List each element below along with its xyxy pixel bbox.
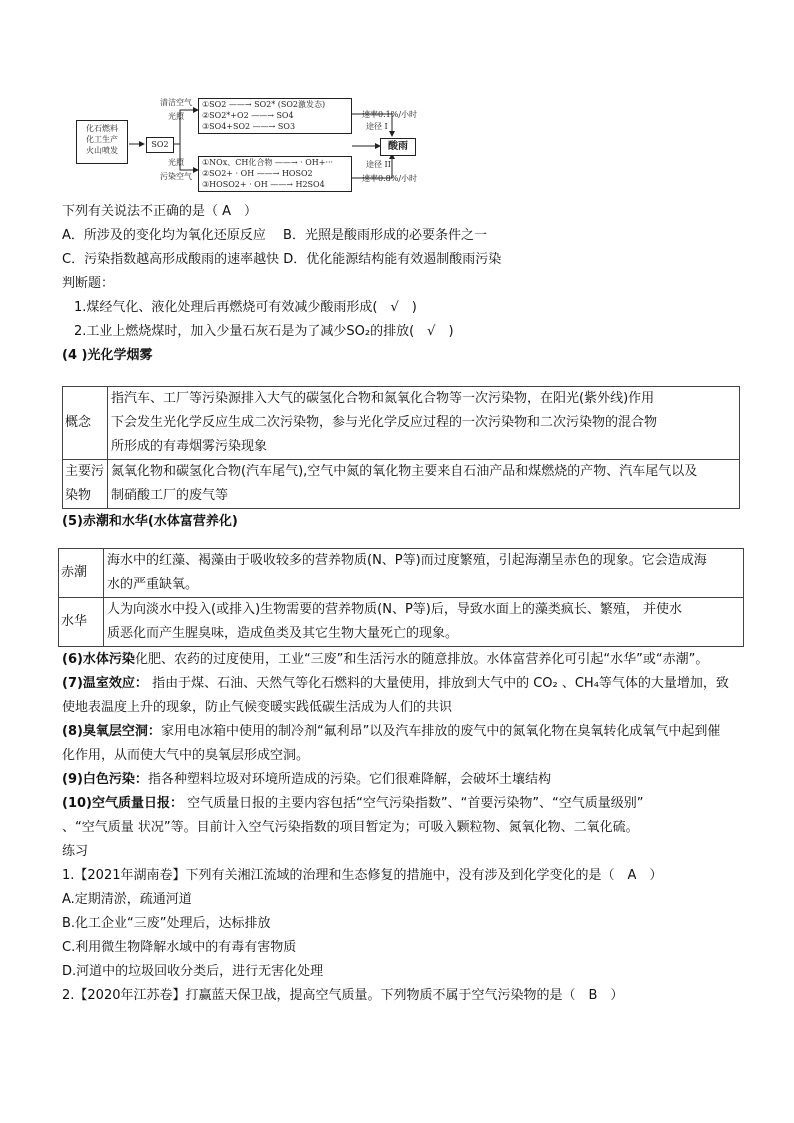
- question-stem: 下列有关说法不正确的是（ A ）: [62, 204, 258, 219]
- q2-stem: 2.【2020年江苏卷】打赢蓝天保卫战，提高空气质量。下列物质不属于空气污染物的是（ B ）: [62, 988, 624, 1003]
- red-tide-head: 赤潮: [59, 549, 104, 598]
- algal-bloom-head: 水华: [59, 598, 104, 647]
- path2-name: 途径 II: [366, 160, 391, 169]
- eutrophication-table: [58, 548, 744, 647]
- judge-title: 判断题：: [62, 276, 115, 291]
- polluted-reaction-1: ①NOx、CH化合物 ——→ · OH+···: [202, 158, 334, 167]
- item-8: [62, 722, 720, 742]
- source-box: [76, 120, 128, 164]
- path1-name: 途径 I: [366, 122, 388, 131]
- q1-option-c: C.利用微生物降解水域中的有毒有害物质: [62, 940, 297, 955]
- acid-rain-box: [380, 138, 416, 156]
- source-label-3: 火山喷发: [86, 146, 118, 155]
- item-10: [62, 794, 644, 814]
- item-6-title: (6)水体污染: [62, 652, 135, 667]
- question-options-cd: C．污染指数越高形成酸雨的速率越快 D．优化能源结构能有效遏制酸雨污染: [62, 252, 502, 267]
- lower-branch-label-2: 污染空气: [160, 172, 192, 181]
- acid-rain-label: 酸雨: [388, 141, 408, 152]
- judge-item-2: 2.工业上燃烧煤时，加入少量石灰石是为了减少SO₂的排放( √ ): [74, 324, 454, 339]
- judge-item-1: 1.煤经气化、液化处理后再燃烧可有效减少酸雨形成( √ ): [74, 300, 417, 315]
- source-label-1: 化石燃料: [86, 124, 118, 133]
- smog-concept-cell: [108, 387, 740, 460]
- section-5-title: (5)赤潮和水华(水体富营养化): [62, 514, 238, 529]
- lower-branch-label-1: 光照: [168, 158, 184, 167]
- section-4-title: (4 )光化学烟雾: [62, 348, 153, 363]
- red-tide-line-1: 海水中的红藻、褐藻由于吸收较多的营养物质(N、P等)而过度繁殖，引起海潮呈赤色的现象。它会造成海: [107, 553, 707, 568]
- clean-air-reactions-box: [198, 98, 352, 134]
- smog-concept-row: [63, 387, 740, 460]
- item-8-text: 家用电冰箱中使用的制冷剂“氟利昂”以及汽车排放的废气中的氮氧化物在臭氧转化成氧气中起到催: [160, 724, 721, 739]
- algal-bloom-cell: [104, 598, 744, 647]
- item-10-cont: 、“空气质量 状况”等。目前计入空气污染指数的项目暂定为；可吸入颗粒物、氮氧化物、二氧化硫。: [62, 820, 639, 835]
- polluted-air-reactions-box: [198, 156, 352, 192]
- so2-label: SO2: [151, 140, 169, 149]
- algal-bloom-line-1: 人为向淡水中投入(或排入)生物需要的营养物质(N、P等)后，导致水面上的藻类疯长、繁殖， 并使水: [107, 602, 682, 617]
- smog-pollutant-cell: [108, 460, 740, 509]
- smog-concept-head: 概念: [63, 387, 108, 460]
- item-6: [62, 650, 708, 670]
- polluted-reaction-3: ③HOSO2+ · OH ——→ H2SO4: [202, 180, 325, 189]
- q1-option-b: B.化工企业“三废”处理后，达标排放: [62, 916, 271, 931]
- item-9-text: 指各种塑料垃圾对环境所造成的污染。它们很难降解，会破坏土壤结构: [147, 772, 551, 787]
- smog-table: [62, 386, 740, 509]
- clean-reaction-2: ②SO2*+O2 ——→ SO4: [202, 111, 294, 120]
- item-7-title: (7)温室效应：: [62, 676, 148, 691]
- item-8-title: (8)臭氧层空洞：: [62, 724, 161, 739]
- smog-pollutant-line-1: 氮氧化物和碳氢化合物(汽车尾气),空气中氮的氧化物主要来自石油产品和煤燃烧的产物、汽车尾气以及: [111, 464, 698, 479]
- red-tide-line-2: 水的严重缺氧。: [107, 577, 199, 592]
- red-tide-row: [59, 549, 744, 598]
- smog-pollutant-row: [63, 460, 740, 509]
- item-10-title: (10)空气质量日报：: [62, 796, 183, 811]
- source-label-2: 化工生产: [86, 135, 118, 144]
- item-7: [62, 674, 729, 694]
- question-options-ab: A．所涉及的变化均为氧化还原反应 B．光照是酸雨形成的必要条件之一: [62, 228, 487, 243]
- smog-pollutant-head: 主要污染物: [63, 460, 108, 509]
- q1-option-a: A.定期清淤，疏通河道: [62, 892, 192, 907]
- upper-branch-label-1: 清洁空气: [160, 98, 192, 107]
- item-10-text: 空气质量日报的主要内容包括“空气污染指数”、“首要污染物”、“空气质量级别”: [182, 796, 644, 811]
- item-8-cont: 化作用，从而使大气中的臭氧层形成空洞。: [62, 748, 310, 763]
- clean-reaction-1: ①SO2 ——→ SO2* (SO2激发态): [202, 100, 326, 109]
- item-7-text: 指由于煤、石油、天然气等化石燃料的大量使用，排放到大气中的 CO₂ 、CH₄等气体的大量增加，致: [147, 676, 729, 691]
- upper-branch-label-2: 光照: [168, 112, 184, 121]
- red-tide-cell: [104, 549, 744, 598]
- item-7-cont: 使地表温度上升的现象，防止气候变暖实践低碳生活成为人们的共识: [62, 700, 453, 715]
- practice-title: 练习: [62, 844, 89, 859]
- q1-stem: 1.【2021年湖南卷】下列有关湘江流域的治理和生态修复的措施中，没有涉及到化学变化的是（ A ）: [62, 868, 663, 883]
- path2-rate: 速率0.8%/小时: [362, 174, 418, 183]
- item-6-text: 化肥、农药的过度使用，工业“三废”和生活污水的随意排放。水体富营养化可引起“水华”或“赤潮”。: [134, 652, 709, 667]
- polluted-reaction-2: ②SO2+ · OH ——→ HOSO2: [202, 169, 313, 178]
- acid-rain-diagram: [76, 96, 420, 194]
- q1-option-d: D.河道中的垃圾回收分类后，进行无害化处理: [62, 964, 324, 979]
- item-9: [62, 770, 551, 790]
- smog-concept-line-1: 指汽车、工厂等污染源排入大气的碳氢化合物和氮氧化合物等一次污染物，在阳光(紫外线)作用: [111, 391, 655, 406]
- smog-concept-line-3: 所形成的有毒烟雾污染现象: [111, 439, 268, 454]
- clean-reaction-3: ③SO4+SO2 ——→ SO3: [202, 122, 296, 131]
- smog-pollutant-line-2: 制硝酸工厂的废气等: [111, 488, 229, 503]
- algal-bloom-line-2: 质恶化而产生腥臭味，造成鱼类及其它生物大量死亡的现象。: [107, 626, 459, 641]
- so2-box: [146, 137, 174, 153]
- path1-rate: 速率0.1%/小时: [362, 110, 418, 119]
- smog-concept-line-2: 下会发生光化学反应生成二次污染物，参与光化学反应过程的一次污染物和二次污染物的混合物: [111, 415, 658, 430]
- algal-bloom-row: [59, 598, 744, 647]
- item-9-title: (9)白色污染：: [62, 772, 148, 787]
